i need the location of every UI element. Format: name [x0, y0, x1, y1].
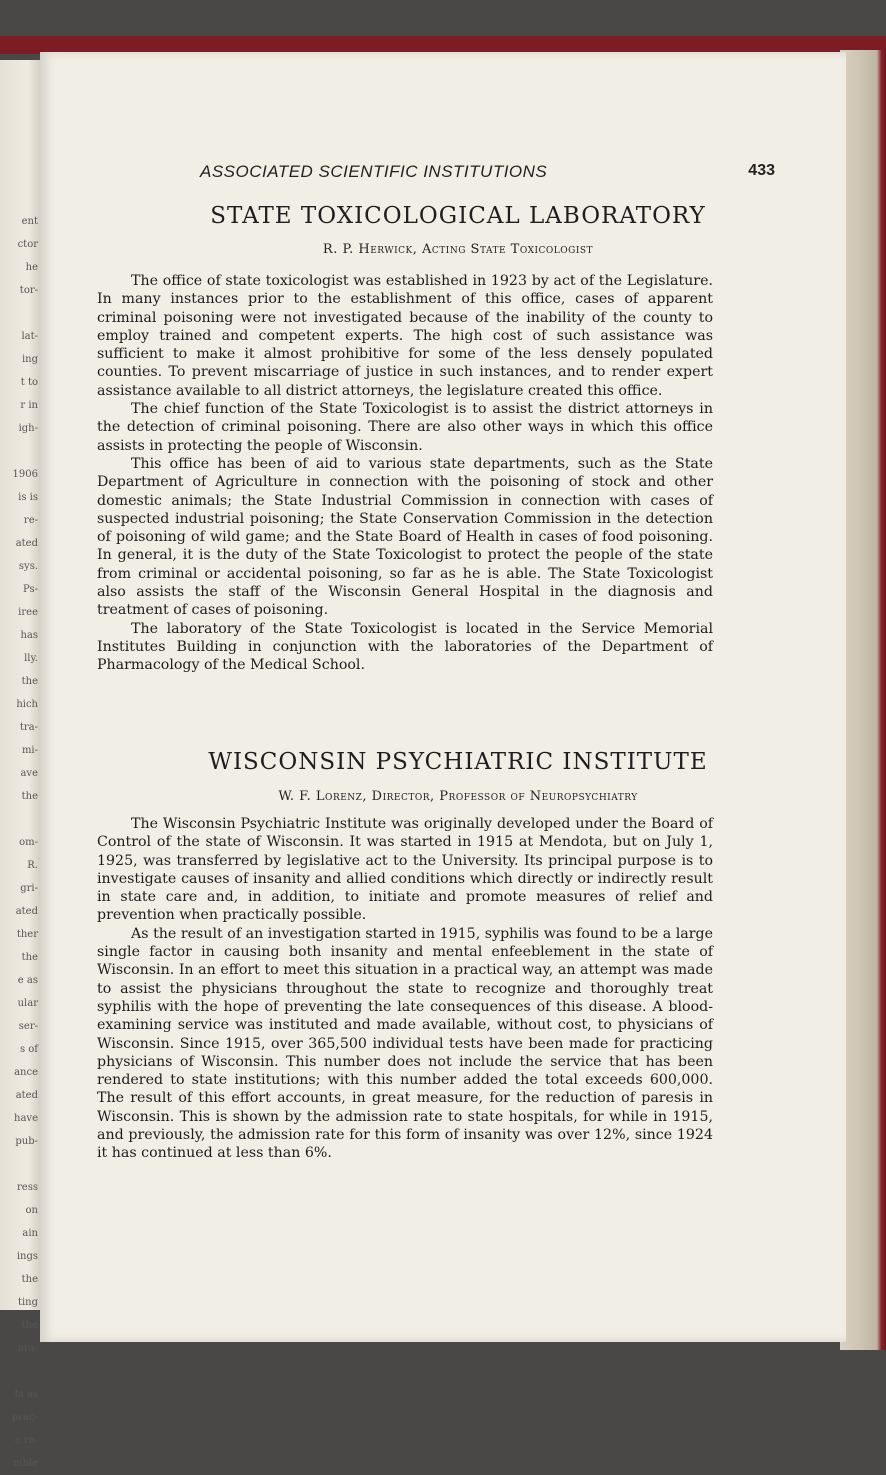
paragraph: The office of state toxicologist was established in 1923 by act of the Legislature. In many instances prior to the establishment of this office, cases of apparent criminal poisoning were not investigated because of the inability of the county to employ trained and competent experts. The high cost of such assistance was sufficient to make it almost prohibitive for some of the less densely populated counties. To prevent miscarriage of justice in such instances, and to render expert assistance available to all district attorneys, the legislature created this office.	[97, 273, 713, 399]
margin-fragment: ain	[22, 1228, 38, 1239]
margin-fragment: he	[25, 262, 38, 273]
margin-fragment: the	[21, 1320, 38, 1331]
margin-fragment: r in	[20, 400, 38, 411]
margin-fragment: ings	[16, 1251, 38, 1262]
facing-page-text-fragments	[0, 210, 40, 1475]
margin-fragment: ther	[16, 929, 38, 940]
margin-fragment: sys.	[18, 561, 38, 572]
margin-fragment: tra-	[19, 722, 38, 733]
margin-fragment: ts as	[14, 1389, 38, 1400]
margin-fragment: mi-	[21, 745, 38, 756]
paragraph: The laboratory of the State Toxicologist is located in the Service Memorial Institutes Building in conjunction with the laboratories of the Department of Pharmacology of the Medical School.	[97, 620, 713, 674]
margin-fragment: is is	[18, 492, 38, 503]
paragraph: This office has been of aid to various state departments, such as the State Department of Agriculture in connection with the poisoning of stock and other domestic animals; the State Industrial Commission in connection with cases of suspected industrial poisoning; the State Conservation Commission in the detection of poisoning of wild game; and the State Board of Health in cases of food poisoning. In general, it is the duty of the State Toxicologist to protect the people of the state from criminal or accidental poisoning, so far as he is able. The State Toxicologist also assists the staff of the Wisconsin General Hospital in the diagnosis and treatment of cases of poisoning.	[97, 455, 713, 619]
book-page-edges	[840, 50, 886, 1350]
margin-fragment: lly.	[24, 653, 38, 664]
margin-fragment: pub-	[15, 1136, 38, 1147]
margin-fragment: hich	[16, 699, 38, 710]
margin-fragment: ara-	[17, 1343, 38, 1354]
margin-fragment: tor-	[19, 285, 38, 296]
margin-fragment: e as	[17, 975, 38, 986]
section-title-psychiatric: WISCONSIN PSYCHIATRIC INSTITUTE	[208, 749, 708, 775]
margin-fragment: re-	[23, 515, 38, 526]
margin-fragment: the	[21, 952, 38, 963]
margin-fragment: ting	[17, 1297, 38, 1308]
margin-fragment: ser-	[18, 1021, 38, 1032]
margin-fragment: ular	[17, 998, 38, 1009]
paragraph: The Wisconsin Psychiatric Institute was originally developed under the Board of Control of the state of Wisconsin. It was started in 1915 at Mendota, but on July 1, 1925, was transferred by legislative act to the University. Its principal purpose is to investigate causes of insanity and allied conditions which directly or indirectly result in state care and, in addition, to initiate and promote measures of relief and prevention when practically possible.	[97, 816, 713, 924]
running-header	[200, 162, 775, 186]
paragraph: As the result of an investigation started in 1915, syphilis was found to be a large single factor in causing both insanity and mental enfeeblement in the state of Wisconsin. In an effort to meet this situation in a practical way, an attempt was made to assist the physicians throughout the state to recognize and thoroughly treat syphilis with the hope of preventing the late consequences of this disease. A blood-examining service was instituted and made available, without cost, to physicians of Wisconsin. Since 1915, over 365,500 individual tests have been made for practicing physicians of Wisconsin. This number does not include the service that has been rendered to state institutions; with this number added the total exceeds 600,000. The result of this effort accounts, in great measure, for the reduction of paresis in Wisconsin. This is shown by the admission rate to state hospitals, for while in 1915, and previously, the admission rate for this form of insanity was over 12%, since 1924 it has continued at less than 6%.	[97, 925, 713, 1162]
margin-fragment: ctor	[17, 239, 38, 250]
margin-fragment: t to	[20, 377, 38, 388]
section-body-toxicology	[97, 272, 713, 675]
margin-fragment: ing	[21, 354, 38, 365]
margin-fragment: ated	[15, 538, 38, 549]
margin-fragment: s of	[19, 1044, 38, 1055]
margin-fragment: mble	[13, 1458, 38, 1469]
margin-fragment: iree	[18, 607, 38, 618]
margin-fragment: R.	[27, 860, 38, 871]
margin-fragment: ent	[21, 216, 38, 227]
margin-fragment: the	[21, 676, 38, 687]
margin-fragment: 1906	[12, 469, 38, 480]
margin-fragment: om-	[19, 837, 38, 848]
margin-fragment: lat-	[21, 331, 38, 342]
margin-fragment: Ps-	[23, 584, 38, 595]
paragraph: The chief function of the State Toxicologist is to assist the district attorneys in the detection of criminal poisoning. There are also other ways in which this office assists in protecting the people of Wisconsin.	[97, 401, 713, 454]
margin-fragment	[0, 1153, 40, 1176]
page-number: 433	[748, 162, 775, 179]
margin-fragment: on	[25, 1205, 38, 1216]
section-body-psychiatric	[97, 815, 713, 1163]
margin-fragment: prac-	[11, 1412, 38, 1423]
margin-fragment	[0, 302, 40, 325]
margin-fragment: ress	[17, 1182, 38, 1193]
section-title-toxicology: STATE TOXICOLOGICAL LABORATORY	[210, 203, 706, 229]
margin-fragment	[0, 440, 40, 463]
book-page	[40, 52, 846, 1342]
margin-fragment: the	[21, 1274, 38, 1285]
margin-fragment: ance	[14, 1067, 38, 1078]
margin-fragment: have	[14, 1113, 38, 1124]
margin-fragment: gri-	[20, 883, 38, 894]
margin-fragment: the	[21, 791, 38, 802]
margin-fragment: ated	[15, 906, 38, 917]
margin-fragment: igh-	[18, 423, 38, 434]
margin-fragment: ave	[20, 768, 38, 779]
margin-fragment	[0, 808, 40, 831]
margin-fragment: ated	[15, 1090, 38, 1101]
running-title: ASSOCIATED SCIENTIFIC INSTITUTIONS	[200, 162, 548, 181]
margin-fragment: has	[20, 630, 38, 641]
margin-fragment: e re-	[14, 1435, 38, 1446]
byline-psychiatric: W. F. Lorenz, Director, Professor of Neuropsychiatry	[278, 789, 638, 804]
byline-toxicology: R. P. Herwick, Acting State Toxicologist	[322, 242, 594, 257]
